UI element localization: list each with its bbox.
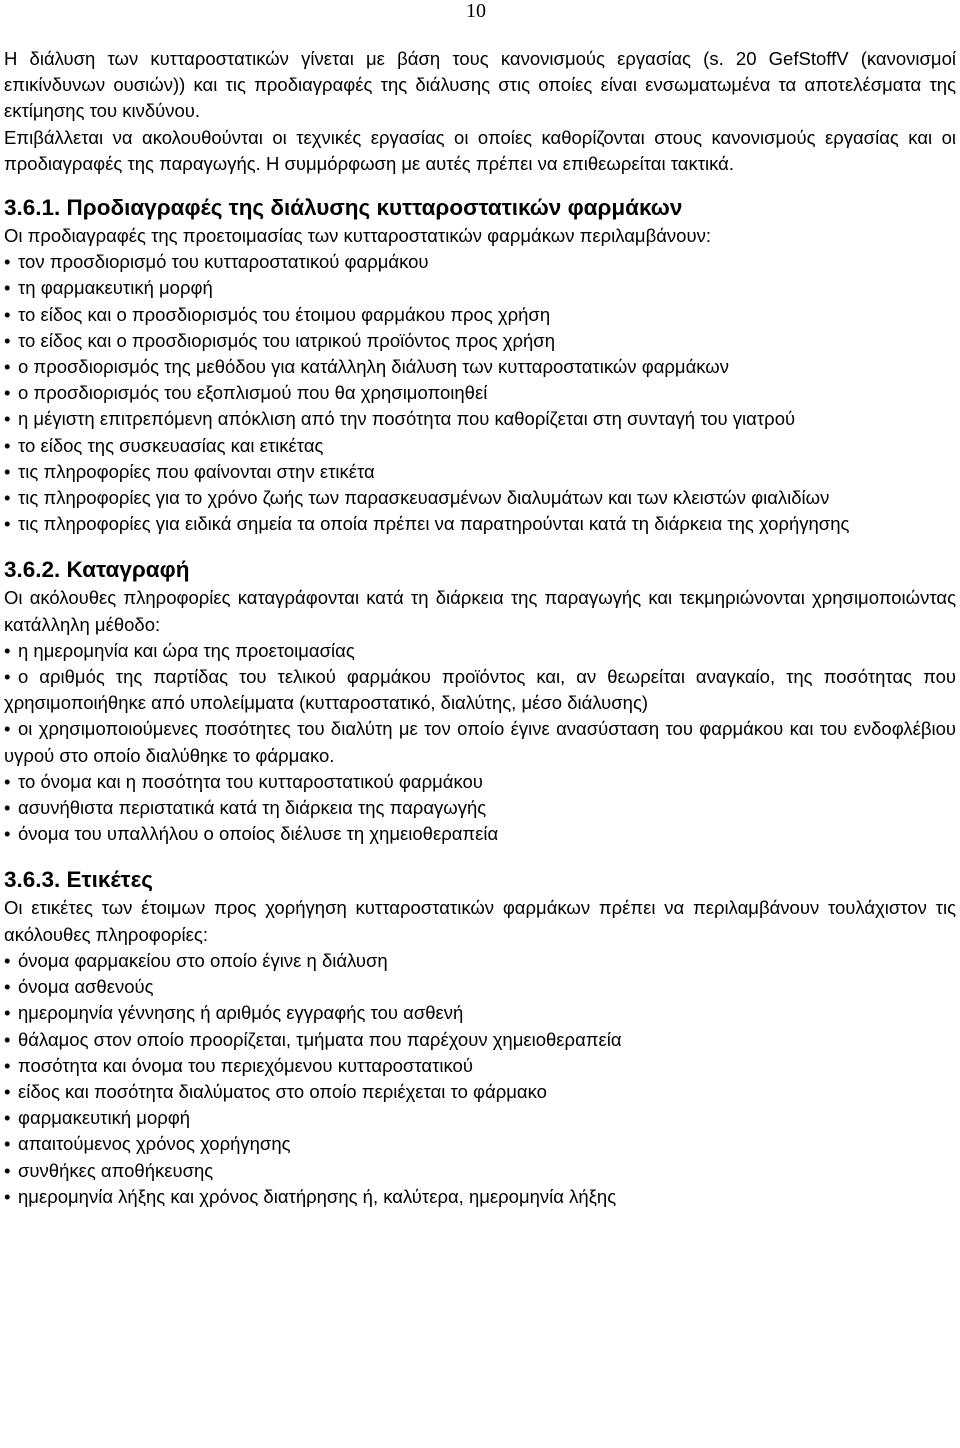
list-item: • θάλαμος στον οποίο προορίζεται, τμήματα που παρέχουν χημειοθεραπεία [4, 1027, 956, 1053]
bullet-list [4, 948, 956, 1210]
bullet-icon: • [4, 1133, 11, 1155]
bullet-icon: • [4, 1107, 11, 1129]
list-item: • ο προσδιορισμός της μεθόδου για κατάλληλη διάλυση των κυτταροστατικών φαρμάκων [4, 354, 956, 380]
list-item: • το είδος της συσκευασίας και ετικέτας [4, 433, 956, 459]
bullet-icon: • [4, 1054, 11, 1076]
list-item: • τη φαρμακευτική μορφή [4, 275, 956, 301]
section-recording [4, 555, 956, 847]
list-item: • τις πληροφορίες για ειδικά σημεία τα οποία πρέπει να παρατηρούνται κατά τη διάρκεια της χορήγησης [4, 511, 956, 537]
intro [4, 46, 956, 177]
list-item: • ημερομηνία λήξης και χρόνος διατήρησης ή, καλύτερα, ημερομηνία λήξης [4, 1184, 956, 1210]
section-lead: Οι ετικέτες των έτοιμων προς χορήγηση κυτταροστατικών φαρμάκων πρέπει να περιλαμβάνουν τουλάχιστον τις ακόλουθες πληροφορίες: [4, 897, 956, 945]
bullet-icon: • [4, 251, 11, 273]
list-item: • είδος και ποσότητα διαλύματος στο οποίο περιέχεται το φάρμακο [4, 1079, 956, 1105]
section-labels [4, 865, 956, 1209]
bullet-icon: • [4, 1185, 11, 1207]
bullet-icon: • [4, 408, 11, 430]
list-item: • ποσότητα και όνομα του περιεχόμενου κυτταροστατικού [4, 1053, 956, 1079]
list-item: • το είδος και ο προσδιορισμός του ιατρικού προϊόντος προς χρήση [4, 328, 956, 354]
section-heading: 3.6.1. Προδιαγραφές της διάλυσης κυτταροστατικών φαρμάκων [4, 195, 683, 221]
list-item: • ημερομηνία γέννησης ή αριθμός εγγραφής του ασθενή [4, 1000, 956, 1026]
section-heading: 3.6.3. Ετικέτες [4, 867, 153, 893]
list-item: • συνθήκες αποθήκευσης [4, 1158, 956, 1184]
bullet-icon: • [4, 1159, 11, 1181]
list-item: • όνομα του υπαλλήλου ο οποίος διέλυσε τη χημειοθεραπεία [4, 821, 956, 847]
list-item: • τις πληροφορίες που φαίνονται στην ετικέτα [4, 459, 956, 485]
list-item: • η ημερομηνία και ώρα της προετοιμασίας [4, 638, 956, 664]
bullet-icon: • [4, 976, 11, 998]
bullet-icon: • [4, 770, 11, 792]
section-lead: Οι προδιαγραφές της προετοιμασίας των κυτταροστατικών φαρμάκων περιλαμβάνουν: [4, 225, 711, 247]
bullet-list [4, 638, 956, 848]
bullet-icon: • [4, 382, 11, 404]
list-item: • όνομα φαρμακείου στο οποίο έγινε η διάλυση [4, 948, 956, 974]
bullet-icon: • [4, 460, 11, 482]
bullet-icon: • [4, 823, 11, 845]
document-body [4, 46, 956, 1210]
list-item: • οι χρησιμοποιούμενες ποσότητες του διαλύτη με τον οποίο έγινε ανασύσταση του φαρμάκου και του ενδοφλέβιου υγρού στο οποίο διαλύθηκε το φάρμακο. [4, 718, 956, 766]
intro-paragraph: Επιβάλλεται να ακολουθούνται οι τεχνικές εργασίας οι οποίες καθορίζονται στους κανονισμούς εργασίας και οι προδιαγραφές της παραγωγής. Η συμμόρφωση με αυτές πρέπει να επιθεωρείται τακτικά. [4, 126, 956, 174]
bullet-icon: • [4, 1080, 11, 1102]
bullet-icon: • [4, 1028, 11, 1050]
bullet-icon: • [4, 797, 11, 819]
list-item: • φαρμακευτική μορφή [4, 1105, 956, 1131]
section-lead: Οι ακόλουθες πληροφορίες καταγράφονται κατά τη διάρκεια της παραγωγής και τεκμηριώνονται χρησιμοποιώντας κατάλληλη μέθοδο: [4, 587, 956, 635]
list-item: • απαιτούμενος χρόνος χορήγησης [4, 1131, 956, 1157]
bullet-icon: • [4, 666, 11, 688]
bullet-icon: • [4, 513, 11, 535]
intro-paragraph: Η διάλυση των κυτταροστατικών γίνεται με βάση τους κανονισμούς εργασίας (s. 20 GefStoffV (κανονισμοί επικίνδυνων ουσιών)) και τις προδιαγραφές της διάλυσης στις οποίες είναι ενσωματωμένα τα αποτελέσματα της εκτίμησης του κινδύνου. [4, 48, 956, 122]
bullet-icon: • [4, 329, 11, 351]
bullet-icon: • [4, 487, 11, 509]
bullet-icon: • [4, 434, 11, 456]
list-item: • το είδος και ο προσδιορισμός του έτοιμου φαρμάκου προς χρήση [4, 302, 956, 328]
bullet-icon: • [4, 1002, 11, 1024]
list-item: • το όνομα και η ποσότητα του κυτταροστατικού φαρμάκου [4, 769, 956, 795]
bullet-icon: • [4, 303, 11, 325]
list-item: • τον προσδιορισμό του κυτταροστατικού φαρμάκου [4, 249, 956, 275]
list-item: • ασυνήθιστα περιστατικά κατά τη διάρκεια της παραγωγής [4, 795, 956, 821]
list-item: • ο αριθμός της παρτίδας του τελικού φαρμάκου προϊόντος και, αν θεωρείται αναγκαίο, της ποσότητας που χρησιμοποιήθηκε από υπολείμματα (κυτταροστατικό, διαλύτης, μέσο διάλυσης) [4, 666, 956, 714]
bullet-icon: • [4, 639, 11, 661]
bullet-icon: • [4, 718, 11, 740]
list-item: • η μέγιστη επιτρεπόμενη απόκλιση από την ποσότητα που καθορίζεται στη συνταγή του γιατρού [4, 406, 956, 432]
list-item: • τις πληροφορίες για το χρόνο ζωής των παρασκευασμένων διαλυμάτων και των κλειστών φιαλιδίων [4, 485, 956, 511]
section-heading: 3.6.2. Καταγραφή [4, 557, 190, 583]
section-specifications [4, 193, 956, 537]
list-item: • ο προσδιορισμός του εξοπλισμού που θα χρησιμοποιηθεί [4, 380, 956, 406]
bullet-icon: • [4, 277, 11, 299]
bullet-icon: • [4, 949, 11, 971]
bullet-icon: • [4, 356, 11, 378]
page-number: 10 [466, 0, 486, 22]
list-item: • όνομα ασθενούς [4, 974, 956, 1000]
bullet-list [4, 249, 956, 537]
